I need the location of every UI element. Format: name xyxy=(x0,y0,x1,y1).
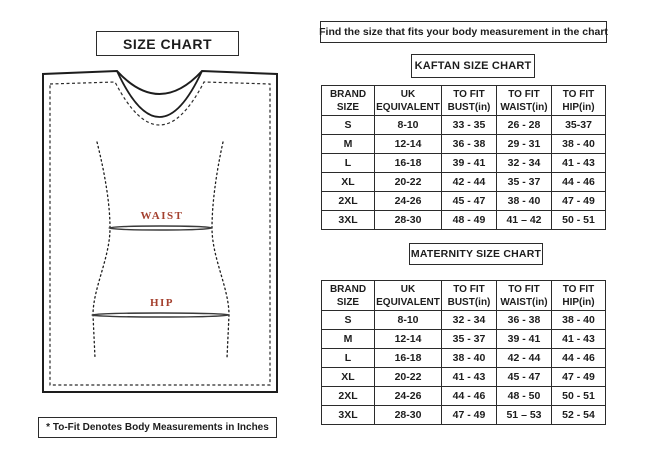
table-cell: 42 - 44 xyxy=(497,349,552,368)
column-header: TO FIT BUST(in) xyxy=(442,281,497,311)
table-cell: 35-37 xyxy=(552,116,606,135)
table-row xyxy=(322,387,606,406)
table-cell: 44 - 46 xyxy=(552,349,606,368)
instruction-banner: Find the size that fits your body measurement in the chart xyxy=(320,21,607,43)
table-cell: 51 – 53 xyxy=(497,406,552,425)
table-cell: 28-30 xyxy=(375,406,442,425)
table-cell: 47 - 49 xyxy=(552,368,606,387)
header-row xyxy=(322,86,606,116)
table-row xyxy=(322,330,606,349)
table-row xyxy=(322,135,606,154)
waist-line xyxy=(109,226,212,230)
table-row xyxy=(322,154,606,173)
table-cell: 35 - 37 xyxy=(442,330,497,349)
table-row xyxy=(322,116,606,135)
table-cell: XL xyxy=(322,173,375,192)
table-cell: L xyxy=(322,349,375,368)
table-cell: 32 - 34 xyxy=(442,311,497,330)
size-chart-heading: SIZE CHART xyxy=(96,31,239,56)
table-cell: 47 - 49 xyxy=(552,192,606,211)
table-cell: 36 - 38 xyxy=(442,135,497,154)
table-cell: 35 - 37 xyxy=(497,173,552,192)
column-header: TO FIT BUST(in) xyxy=(442,86,497,116)
body-silhouette-right xyxy=(212,142,229,358)
kaftan-size-table xyxy=(321,85,606,230)
table-cell: 42 - 44 xyxy=(442,173,497,192)
table-cell: 8-10 xyxy=(375,311,442,330)
table-row xyxy=(322,406,606,425)
table-cell: 3XL xyxy=(322,211,375,230)
table-cell: 36 - 38 xyxy=(497,311,552,330)
table-cell: 45 - 47 xyxy=(497,368,552,387)
column-header: BRAND SIZE xyxy=(322,86,375,116)
table-cell: 16-18 xyxy=(375,154,442,173)
table-cell: 24-26 xyxy=(375,387,442,406)
table-cell: 45 - 47 xyxy=(442,192,497,211)
column-header: UK EQUIVALENT xyxy=(375,86,442,116)
body-silhouette-left xyxy=(93,142,110,358)
kaftan-diagram xyxy=(35,62,285,402)
table-cell: 44 - 46 xyxy=(552,173,606,192)
hip-line xyxy=(92,313,229,317)
column-header: TO FIT HIP(in) xyxy=(552,281,606,311)
table-cell: 38 - 40 xyxy=(552,135,606,154)
table-cell: 3XL xyxy=(322,406,375,425)
table-cell: 52 - 54 xyxy=(552,406,606,425)
table-cell: 16-18 xyxy=(375,349,442,368)
table-row xyxy=(322,349,606,368)
table-cell: 39 - 41 xyxy=(497,330,552,349)
hip-label: HIP xyxy=(149,297,175,309)
table-cell: 39 - 41 xyxy=(442,154,497,173)
table-cell: 26 - 28 xyxy=(497,116,552,135)
table-row xyxy=(322,173,606,192)
table-cell: XL xyxy=(322,368,375,387)
table-cell: 38 - 40 xyxy=(497,192,552,211)
table-row xyxy=(322,211,606,230)
kaftan-outline xyxy=(43,71,277,392)
table-cell: 2XL xyxy=(322,192,375,211)
column-header: TO FIT WAIST(in) xyxy=(497,281,552,311)
table-cell: 44 - 46 xyxy=(442,387,497,406)
maternity-size-table xyxy=(321,280,606,425)
table-row xyxy=(322,311,606,330)
table-cell: 20-22 xyxy=(375,368,442,387)
table-cell: 38 - 40 xyxy=(552,311,606,330)
header-row xyxy=(322,281,606,311)
table-cell: S xyxy=(322,116,375,135)
maternity-chart-heading: MATERNITY SIZE CHART xyxy=(409,243,543,265)
table-cell: 38 - 40 xyxy=(442,349,497,368)
table-cell: 41 - 43 xyxy=(442,368,497,387)
table-cell: 29 - 31 xyxy=(497,135,552,154)
table-cell: 8-10 xyxy=(375,116,442,135)
table-cell: 41 – 42 xyxy=(497,211,552,230)
table-cell: 50 - 51 xyxy=(552,211,606,230)
table-row xyxy=(322,192,606,211)
table-cell: L xyxy=(322,154,375,173)
table-cell: S xyxy=(322,311,375,330)
table-cell: 41 - 43 xyxy=(552,154,606,173)
table-cell: 33 - 35 xyxy=(442,116,497,135)
table-cell: 24-26 xyxy=(375,192,442,211)
table-cell: 32 - 34 xyxy=(497,154,552,173)
table-cell: 12-14 xyxy=(375,135,442,154)
kaftan-chart-heading: KAFTAN SIZE CHART xyxy=(411,54,535,78)
table-cell: 2XL xyxy=(322,387,375,406)
table-row xyxy=(322,368,606,387)
table-cell: M xyxy=(322,330,375,349)
table-cell: 12-14 xyxy=(375,330,442,349)
to-fit-footnote: * To-Fit Denotes Body Measurements in Inches xyxy=(38,417,277,438)
table-cell: 41 - 43 xyxy=(552,330,606,349)
table-cell: 20-22 xyxy=(375,173,442,192)
waist-label: WAIST xyxy=(140,210,184,222)
column-header: TO FIT HIP(in) xyxy=(552,86,606,116)
column-header: BRAND SIZE xyxy=(322,281,375,311)
table-cell: 28-30 xyxy=(375,211,442,230)
table-cell: 48 - 49 xyxy=(442,211,497,230)
table-cell: 50 - 51 xyxy=(552,387,606,406)
table-cell: M xyxy=(322,135,375,154)
column-header: UK EQUIVALENT xyxy=(375,281,442,311)
table-cell: 48 - 50 xyxy=(497,387,552,406)
column-header: TO FIT WAIST(in) xyxy=(497,86,552,116)
table-cell: 47 - 49 xyxy=(442,406,497,425)
kaftan-inner-dashed-outline xyxy=(50,82,270,385)
